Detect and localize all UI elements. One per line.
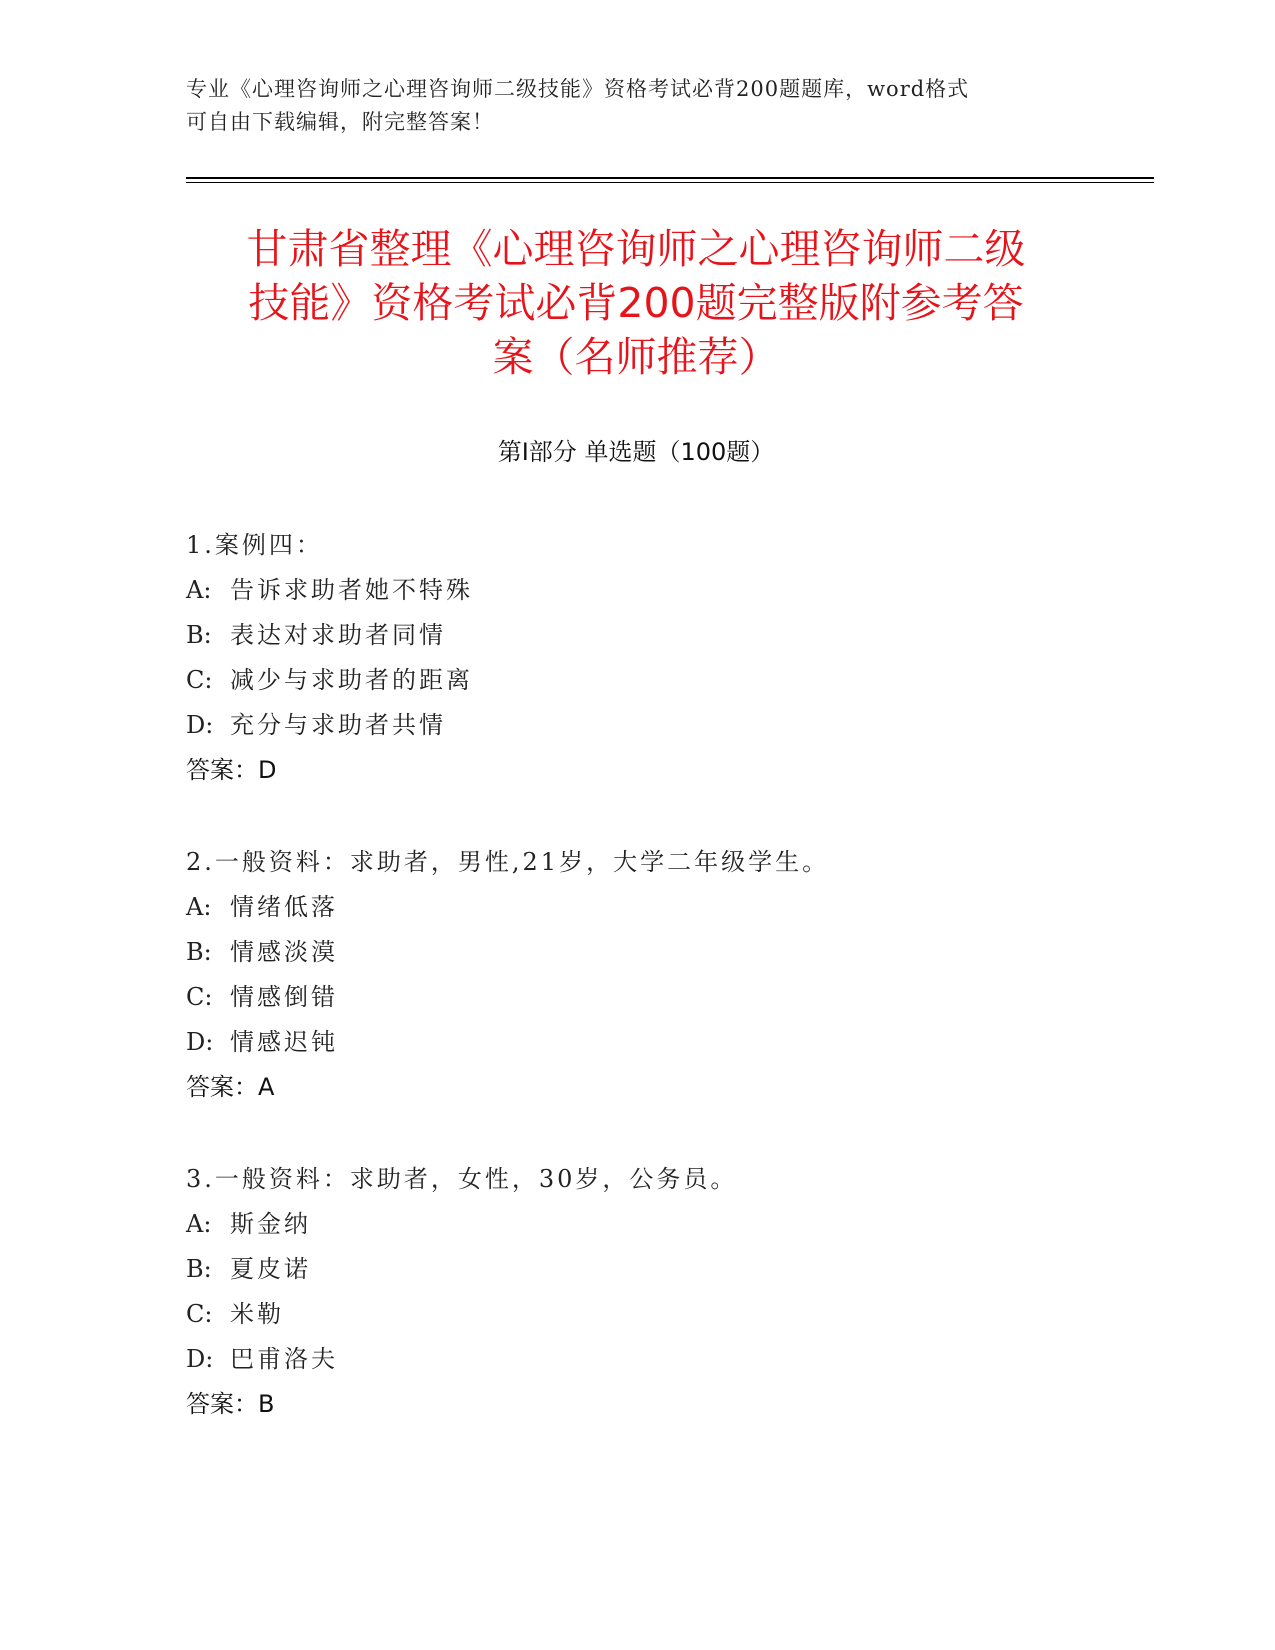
header-rule-thin (186, 182, 1154, 183)
option-a (186, 568, 1086, 613)
option-b (186, 930, 1086, 975)
option-letter: A: (186, 1210, 212, 1238)
option-text: 充分与求助者共情 (230, 711, 446, 739)
header-note (186, 73, 1066, 139)
section-heading: 第Ⅰ部分 单选题（100题） (497, 438, 775, 466)
option-c (186, 1292, 1086, 1337)
question-stem: 3.一般资料：求助者，女性，30岁，公务员。 (186, 1165, 738, 1193)
question-stem: 2.一般资料：求助者，男性,21岁，大学二年级学生。 (186, 848, 830, 876)
option-letter: B: (186, 621, 212, 649)
answer-prefix: 答案： (186, 1073, 258, 1101)
header-rule-thick (186, 177, 1154, 179)
option-d (186, 1337, 1086, 1382)
option-b (186, 1247, 1086, 1292)
option-text: 斯金纳 (230, 1210, 311, 1238)
option-text: 夏皮诺 (230, 1255, 311, 1283)
option-text: 情感迟钝 (230, 1028, 338, 1056)
title-line-1: 甘肃省整理《心理咨询师之心理咨询师二级 (246, 225, 1026, 273)
option-letter: C: (186, 666, 213, 694)
question-stem: 1.案例四： (186, 531, 323, 559)
answer-prefix: 答案： (186, 1390, 258, 1418)
option-letter: A: (186, 893, 212, 921)
option-a (186, 885, 1086, 930)
option-text: 情感倒错 (230, 983, 338, 1011)
title-line-3: 案（名师推荐） (492, 333, 780, 381)
option-text: 告诉求助者她不特殊 (230, 576, 473, 604)
option-letter: A: (186, 576, 212, 604)
option-letter: D: (186, 1028, 214, 1056)
option-d (186, 1020, 1086, 1065)
option-b (186, 613, 1086, 658)
option-letter: B: (186, 1255, 212, 1283)
option-text: 米勒 (230, 1300, 284, 1328)
option-c (186, 975, 1086, 1020)
header-note-line-2: 可自由下载编辑，附完整答案！ (186, 110, 494, 134)
answer-line (186, 1382, 1086, 1427)
option-letter: C: (186, 983, 213, 1011)
option-d (186, 703, 1086, 748)
option-letter: C: (186, 1300, 213, 1328)
answer-value: D (258, 756, 277, 784)
answer-value: A (258, 1073, 275, 1101)
option-c (186, 658, 1086, 703)
title-line-2: 技能》资格考试必背200题完整版附参考答 (248, 279, 1024, 327)
document-title (186, 222, 1086, 384)
header-note-line-1: 专业《心理咨询师之心理咨询师二级技能》资格考试必背200题题库，word格式 (186, 77, 970, 101)
option-letter: B: (186, 938, 212, 966)
answer-line (186, 1065, 1086, 1110)
option-text: 情绪低落 (230, 893, 338, 921)
option-letter: D: (186, 1345, 214, 1373)
question-2 (186, 840, 1086, 1110)
option-letter: D: (186, 711, 214, 739)
option-text: 巴甫洛夫 (230, 1345, 338, 1373)
option-text: 表达对求助者同情 (230, 621, 446, 649)
question-1 (186, 523, 1086, 793)
option-text: 减少与求助者的距离 (230, 666, 473, 694)
question-3 (186, 1157, 1086, 1427)
answer-value: B (258, 1390, 275, 1418)
answer-prefix: 答案： (186, 756, 258, 784)
option-text: 情感淡漠 (230, 938, 338, 966)
option-a (186, 1202, 1086, 1247)
answer-line (186, 748, 1086, 793)
